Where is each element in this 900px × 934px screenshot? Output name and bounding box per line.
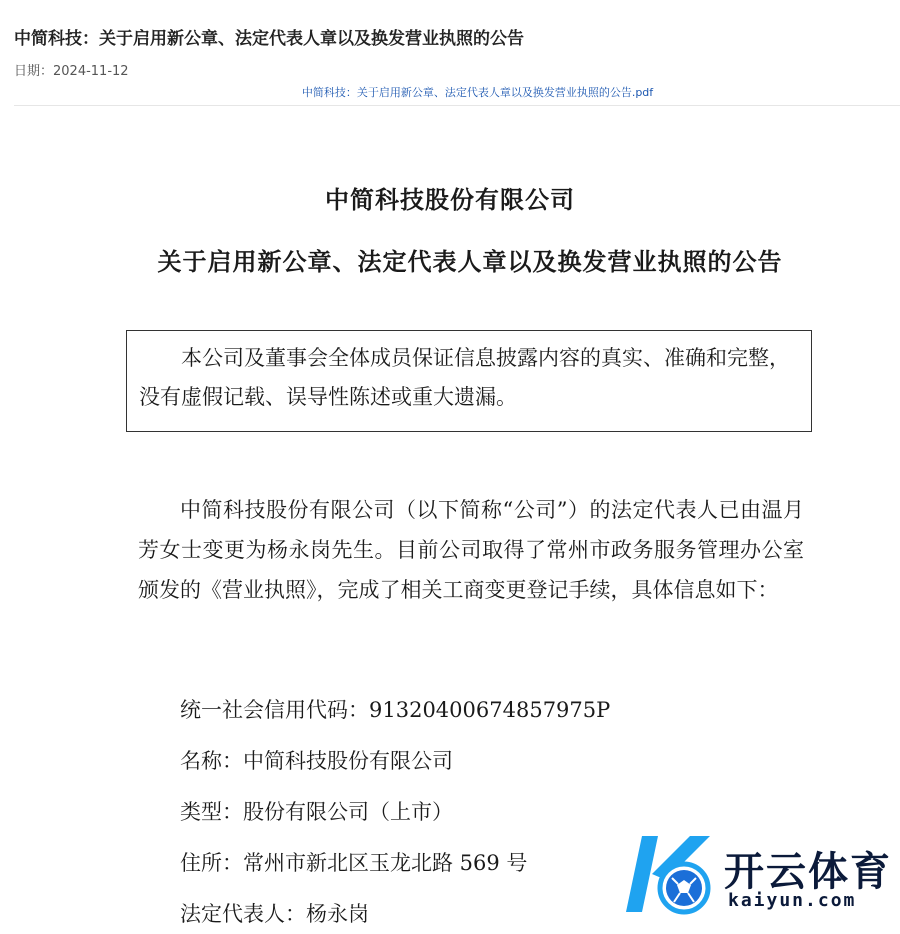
document-company-name: 中简科技股份有限公司 xyxy=(325,185,575,214)
info-company-type: 类型：股份有限公司（上市） xyxy=(180,800,453,824)
watermark-domain: kaiyun.com xyxy=(728,890,857,911)
watermark-logo xyxy=(612,830,892,922)
publish-date: 日期：2024-11-12 xyxy=(14,64,129,79)
info-legal-representative: 法定代表人：杨永岗 xyxy=(180,902,369,926)
document-title: 关于启用新公章、法定代表人章以及换发营业执照的公告 xyxy=(157,247,783,276)
header-divider xyxy=(14,105,900,106)
info-credit-code: 统一社会信用代码：91320400674857975P xyxy=(180,698,611,722)
disclaimer-box xyxy=(126,330,812,432)
watermark-brand: 开云体育 xyxy=(724,849,892,895)
kaiyun-logo-icon xyxy=(612,830,722,922)
info-company-name: 名称：中简科技股份有限公司 xyxy=(180,749,453,773)
page-title: 中简科技：关于启用新公章、法定代表人章以及换发营业执照的公告 xyxy=(14,29,524,49)
disclaimer-text: 本公司及董事会全体成员保证信息披露内容的真实、准确和完整，没有虚假记载、误导性陈述或重大遗漏。 xyxy=(139,346,790,409)
body-paragraph: 中简科技股份有限公司（以下简称“公司”）的法定代表人已由温月芳女士变更为杨永岗先生。目前公司取得了常州市政务服务管理办公室颁发的《营业执照》，完成了相关工商变更登记手续，具体信息如下： xyxy=(138,498,804,602)
info-address: 住所：常州市新北区玉龙北路 569 号 xyxy=(180,851,528,875)
pdf-download-link[interactable]: 中简科技：关于启用新公章、法定代表人章以及换发营业执照的公告.pdf xyxy=(301,86,654,99)
